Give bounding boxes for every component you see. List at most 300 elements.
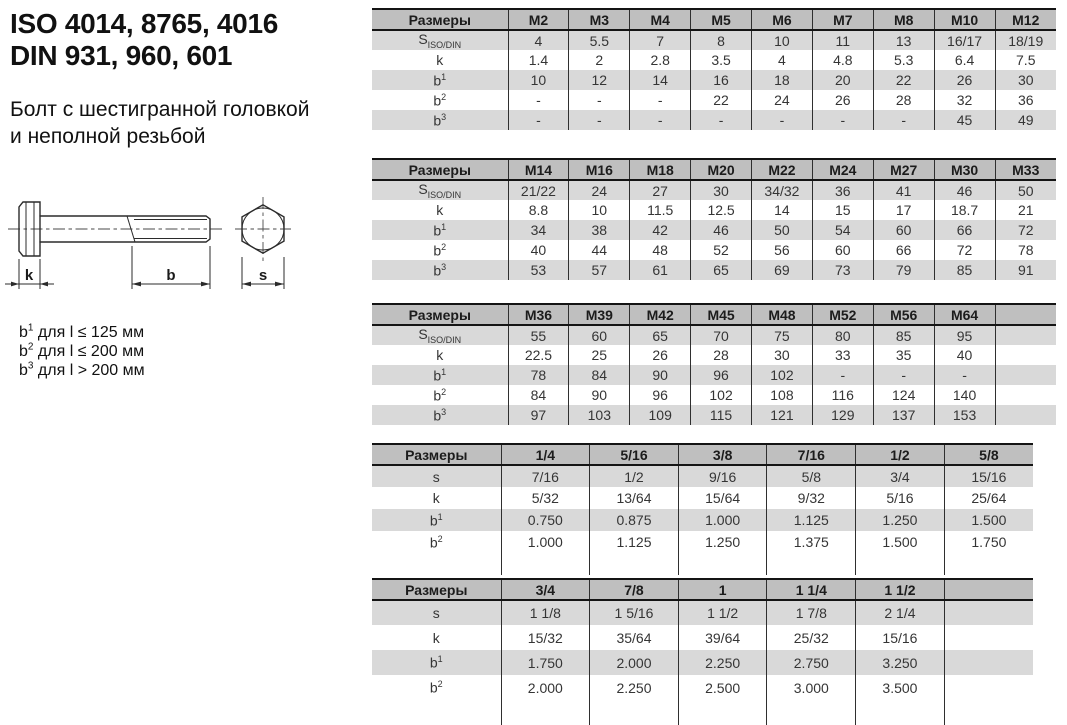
value-cell: 32 bbox=[934, 90, 995, 110]
value-cell: - bbox=[934, 365, 995, 385]
value-cell: 25/64 bbox=[944, 487, 1033, 509]
bolt-side-view bbox=[8, 202, 222, 256]
value-cell: 35/64 bbox=[590, 625, 679, 650]
value-cell: 70 bbox=[691, 325, 752, 345]
header-row bbox=[372, 9, 1056, 30]
size-column-header: M4 bbox=[630, 9, 691, 30]
table-row bbox=[372, 260, 1056, 280]
value-cell: 15/16 bbox=[944, 465, 1033, 487]
value-cell: 102 bbox=[752, 365, 813, 385]
value-cell: 55 bbox=[508, 325, 569, 345]
header-row bbox=[372, 304, 1056, 325]
value-cell: 57 bbox=[569, 260, 630, 280]
value-cell: 115 bbox=[691, 405, 752, 425]
table-inch-large bbox=[372, 578, 1033, 725]
stub-cell bbox=[767, 553, 856, 575]
size-column-header: M39 bbox=[569, 304, 630, 325]
value-cell: 69 bbox=[752, 260, 813, 280]
row-label: $b^2$ bbox=[433, 241, 447, 259]
value-cell: 15/16 bbox=[856, 625, 945, 650]
value-cell: 46 bbox=[934, 180, 995, 200]
value-cell: 1.125 bbox=[767, 509, 856, 531]
bolt-end-view bbox=[235, 197, 291, 261]
value-cell: - bbox=[873, 110, 934, 130]
stub-cell bbox=[944, 700, 1033, 725]
table-metric-m2-m12 bbox=[372, 8, 1056, 130]
value-cell: 8 bbox=[691, 30, 752, 50]
k-arrow-left bbox=[11, 282, 19, 287]
value-cell: 1 7/8 bbox=[767, 600, 856, 625]
value-cell: 53 bbox=[508, 260, 569, 280]
value-cell bbox=[944, 625, 1033, 650]
row-label: $b^1$ bbox=[433, 366, 447, 384]
size-column-header: 1 1/2 bbox=[856, 579, 945, 600]
value-cell: 14 bbox=[752, 200, 813, 220]
value-cell: 34/32 bbox=[752, 180, 813, 200]
size-column-header: 5/8 bbox=[944, 444, 1033, 465]
dimensions-header: Размеры bbox=[408, 306, 471, 323]
b-arrow-right bbox=[201, 282, 210, 287]
table-row bbox=[372, 509, 1033, 531]
value-cell: 84 bbox=[569, 365, 630, 385]
value-cell: 60 bbox=[873, 220, 934, 240]
value-cell: 72 bbox=[934, 240, 995, 260]
value-cell: 140 bbox=[934, 385, 995, 405]
value-cell bbox=[995, 325, 1056, 345]
value-cell: 11 bbox=[812, 30, 873, 50]
value-cell bbox=[944, 675, 1033, 700]
value-cell: 12.5 bbox=[691, 200, 752, 220]
value-cell: 10 bbox=[508, 70, 569, 90]
value-cell: - bbox=[812, 365, 873, 385]
value-cell: 1.000 bbox=[678, 509, 767, 531]
table-row bbox=[372, 365, 1056, 385]
table-metric-m14-m33 bbox=[372, 158, 1056, 280]
value-cell: - bbox=[630, 90, 691, 110]
value-cell bbox=[995, 365, 1056, 385]
value-cell: 97 bbox=[508, 405, 569, 425]
value-cell: 65 bbox=[691, 260, 752, 280]
size-column-header: 5/16 bbox=[590, 444, 679, 465]
size-column-header: M64 bbox=[934, 304, 995, 325]
value-cell: 41 bbox=[873, 180, 934, 200]
value-cell: 30 bbox=[691, 180, 752, 200]
value-cell: 28 bbox=[691, 345, 752, 365]
value-cell: 1/2 bbox=[590, 465, 679, 487]
table-row bbox=[372, 50, 1056, 70]
size-column-header: 1/4 bbox=[501, 444, 590, 465]
size-column-header: M20 bbox=[691, 159, 752, 180]
value-cell: 10 bbox=[569, 200, 630, 220]
value-cell: 5.5 bbox=[569, 30, 630, 50]
row-label: s bbox=[432, 605, 440, 621]
end-view-centerlines bbox=[235, 197, 291, 261]
row-label: $b^3$ bbox=[433, 111, 447, 129]
value-cell: 129 bbox=[812, 405, 873, 425]
value-cell: 44 bbox=[569, 240, 630, 260]
dimension-b bbox=[132, 246, 210, 289]
size-column-header: M18 bbox=[630, 159, 691, 180]
value-cell: 38 bbox=[569, 220, 630, 240]
value-cell: 22 bbox=[691, 90, 752, 110]
value-cell: 0.750 bbox=[501, 509, 590, 531]
value-cell: 2.250 bbox=[678, 650, 767, 675]
value-cell: 3/4 bbox=[856, 465, 945, 487]
value-cell: 22 bbox=[873, 70, 934, 90]
value-cell: 54 bbox=[812, 220, 873, 240]
stub-cell bbox=[501, 700, 590, 725]
size-column-header: M12 bbox=[995, 9, 1056, 30]
value-cell: 1 5/16 bbox=[590, 600, 679, 625]
row-label: $b^2$ bbox=[429, 533, 443, 551]
value-cell bbox=[944, 600, 1033, 625]
row-label: k bbox=[436, 202, 444, 218]
stub-cell bbox=[501, 553, 590, 575]
value-cell: 1.500 bbox=[856, 531, 945, 553]
value-cell: 1.4 bbox=[508, 50, 569, 70]
row-label: k bbox=[436, 347, 444, 363]
table-row bbox=[372, 110, 1056, 130]
value-cell: 50 bbox=[752, 220, 813, 240]
value-cell: 26 bbox=[812, 90, 873, 110]
table-row bbox=[372, 30, 1056, 50]
value-cell: 1.000 bbox=[501, 531, 590, 553]
value-cell: 2.500 bbox=[678, 675, 767, 700]
size-column-header: 3/8 bbox=[678, 444, 767, 465]
table-row bbox=[372, 405, 1056, 425]
value-cell: 25/32 bbox=[767, 625, 856, 650]
value-cell: 61 bbox=[630, 260, 691, 280]
value-cell: 52 bbox=[691, 240, 752, 260]
size-column-header: 3/4 bbox=[501, 579, 590, 600]
value-cell: - bbox=[630, 110, 691, 130]
table-row bbox=[372, 625, 1033, 650]
value-cell: 2.250 bbox=[590, 675, 679, 700]
value-cell: 1.250 bbox=[856, 509, 945, 531]
value-cell: 18/19 bbox=[995, 30, 1056, 50]
s-arrow-left bbox=[242, 282, 251, 287]
k-arrow-right bbox=[40, 282, 48, 287]
value-cell: - bbox=[812, 110, 873, 130]
size-column-header bbox=[944, 579, 1033, 600]
table-row bbox=[372, 90, 1056, 110]
value-cell: 22.5 bbox=[508, 345, 569, 365]
value-cell: 6.4 bbox=[934, 50, 995, 70]
value-cell: 10 bbox=[752, 30, 813, 50]
value-cell: 0.875 bbox=[590, 509, 679, 531]
table-row bbox=[372, 180, 1056, 200]
dimensions-header: Размеры bbox=[405, 581, 468, 598]
value-cell: 26 bbox=[630, 345, 691, 365]
value-cell: 79 bbox=[873, 260, 934, 280]
size-column-header: M10 bbox=[934, 9, 995, 30]
row-label: $S_{ISO/DIN}$ bbox=[418, 31, 462, 50]
value-cell: 35 bbox=[873, 345, 934, 365]
value-cell: 2 1/4 bbox=[856, 600, 945, 625]
stub-cell bbox=[678, 553, 767, 575]
row-label: $b^1$ bbox=[429, 654, 443, 671]
value-cell: 75 bbox=[752, 325, 813, 345]
value-cell: 2.8 bbox=[630, 50, 691, 70]
row-label: $b^1$ bbox=[429, 511, 443, 529]
value-cell: 1 1/8 bbox=[501, 600, 590, 625]
description-line-1: Болт с шестигранной головкой bbox=[10, 98, 310, 121]
value-cell: 1.750 bbox=[501, 650, 590, 675]
table-row bbox=[372, 531, 1033, 553]
value-cell: 60 bbox=[569, 325, 630, 345]
value-cell: 40 bbox=[508, 240, 569, 260]
size-column-header: M6 bbox=[752, 9, 813, 30]
value-cell bbox=[995, 385, 1056, 405]
value-cell: 12 bbox=[569, 70, 630, 90]
value-cell: 91 bbox=[995, 260, 1056, 280]
value-cell: 27 bbox=[630, 180, 691, 200]
value-cell: - bbox=[691, 110, 752, 130]
b-arrow-left bbox=[132, 282, 141, 287]
value-cell: 1.375 bbox=[767, 531, 856, 553]
size-column-header: M27 bbox=[873, 159, 934, 180]
value-cell: 16/17 bbox=[934, 30, 995, 50]
value-cell: 65 bbox=[630, 325, 691, 345]
value-cell: 9/16 bbox=[678, 465, 767, 487]
description-line-2: и неполной резьбой bbox=[10, 125, 206, 148]
size-column-header: M24 bbox=[812, 159, 873, 180]
value-cell: 16 bbox=[691, 70, 752, 90]
value-cell: 49 bbox=[995, 110, 1056, 130]
value-cell: 18 bbox=[752, 70, 813, 90]
value-cell: 4 bbox=[508, 30, 569, 50]
table-row bbox=[372, 465, 1033, 487]
value-cell: 9/32 bbox=[767, 487, 856, 509]
s-arrow-right bbox=[275, 282, 284, 287]
size-column-header: 1 1/4 bbox=[767, 579, 856, 600]
row-label: s bbox=[432, 468, 440, 485]
value-cell: 102 bbox=[691, 385, 752, 405]
dimensions-header: Размеры bbox=[408, 161, 471, 178]
value-cell: 3.000 bbox=[767, 675, 856, 700]
value-cell: 108 bbox=[752, 385, 813, 405]
stub-cell bbox=[856, 700, 945, 725]
row-label: $b^3$ bbox=[433, 406, 447, 424]
row-label: k bbox=[432, 629, 440, 646]
value-cell: 46 bbox=[691, 220, 752, 240]
size-column-header: M56 bbox=[873, 304, 934, 325]
value-cell: 13/64 bbox=[590, 487, 679, 509]
size-column-header: 1/2 bbox=[856, 444, 945, 465]
value-cell: 2.000 bbox=[501, 675, 590, 700]
value-cell: 2.750 bbox=[767, 650, 856, 675]
value-cell: 1.750 bbox=[944, 531, 1033, 553]
value-cell: 24 bbox=[752, 90, 813, 110]
value-cell: 11.5 bbox=[630, 200, 691, 220]
header-row bbox=[372, 159, 1056, 180]
value-cell bbox=[995, 405, 1056, 425]
value-cell: 5/16 bbox=[856, 487, 945, 509]
row-label: $S_{ISO/DIN}$ bbox=[418, 326, 462, 345]
value-cell: - bbox=[508, 90, 569, 110]
value-cell: 30 bbox=[752, 345, 813, 365]
value-cell: 30 bbox=[995, 70, 1056, 90]
size-column-header: M2 bbox=[508, 9, 569, 30]
s-label: s bbox=[258, 267, 268, 284]
size-column-header: M42 bbox=[630, 304, 691, 325]
table-row bbox=[372, 70, 1056, 90]
value-cell: 3.250 bbox=[856, 650, 945, 675]
size-column-header: M22 bbox=[752, 159, 813, 180]
table-row bbox=[372, 675, 1033, 700]
size-column-header: M48 bbox=[752, 304, 813, 325]
value-cell: - bbox=[873, 365, 934, 385]
value-cell: 66 bbox=[934, 220, 995, 240]
value-cell: 2.000 bbox=[590, 650, 679, 675]
row-label: $b^1$ bbox=[433, 221, 447, 239]
value-cell: 137 bbox=[873, 405, 934, 425]
size-column-header: 7/8 bbox=[590, 579, 679, 600]
value-cell: 95 bbox=[934, 325, 995, 345]
row-label: $b^2$ bbox=[429, 679, 443, 696]
k-label: k bbox=[24, 267, 34, 284]
value-cell: 15 bbox=[812, 200, 873, 220]
product-description bbox=[10, 96, 309, 150]
stub-cell bbox=[767, 700, 856, 725]
size-column-header: M7 bbox=[812, 9, 873, 30]
table-row bbox=[372, 325, 1056, 345]
value-cell: 85 bbox=[934, 260, 995, 280]
value-cell: 1.500 bbox=[944, 509, 1033, 531]
row-label: $b^2$ bbox=[433, 91, 447, 109]
value-cell: 34 bbox=[508, 220, 569, 240]
value-cell: 66 bbox=[873, 240, 934, 260]
value-cell: 48 bbox=[630, 240, 691, 260]
value-cell: 20 bbox=[812, 70, 873, 90]
value-cell: 85 bbox=[873, 325, 934, 345]
table-row bbox=[372, 240, 1056, 260]
value-cell: 26 bbox=[934, 70, 995, 90]
value-cell: - bbox=[508, 110, 569, 130]
size-column-header: M5 bbox=[691, 9, 752, 30]
size-column-header: M8 bbox=[873, 9, 934, 30]
value-cell: 153 bbox=[934, 405, 995, 425]
value-cell: 15/64 bbox=[678, 487, 767, 509]
size-column-header: M30 bbox=[934, 159, 995, 180]
value-cell: 80 bbox=[812, 325, 873, 345]
value-cell: 25 bbox=[569, 345, 630, 365]
size-column-header: M36 bbox=[508, 304, 569, 325]
size-column-header bbox=[995, 304, 1056, 325]
value-cell: 39/64 bbox=[678, 625, 767, 650]
value-cell: 109 bbox=[630, 405, 691, 425]
value-cell: 124 bbox=[873, 385, 934, 405]
value-cell: 1.125 bbox=[590, 531, 679, 553]
stub-cell bbox=[590, 553, 679, 575]
table-row bbox=[372, 487, 1033, 509]
value-cell: 17 bbox=[873, 200, 934, 220]
size-column-header: 1 bbox=[678, 579, 767, 600]
value-cell: 14 bbox=[630, 70, 691, 90]
stub-cell bbox=[678, 700, 767, 725]
b-label: b bbox=[166, 267, 176, 284]
header-row bbox=[372, 579, 1033, 600]
value-cell: 1 1/2 bbox=[678, 600, 767, 625]
size-column-header: M14 bbox=[508, 159, 569, 180]
header-row bbox=[372, 444, 1033, 465]
value-cell: 90 bbox=[569, 385, 630, 405]
value-cell: 45 bbox=[934, 110, 995, 130]
value-cell: 15/32 bbox=[501, 625, 590, 650]
size-column-header: M45 bbox=[691, 304, 752, 325]
table-row bbox=[372, 200, 1056, 220]
size-column-header: M33 bbox=[995, 159, 1056, 180]
value-cell bbox=[995, 345, 1056, 365]
size-column-header: M3 bbox=[569, 9, 630, 30]
value-cell: 5.3 bbox=[873, 50, 934, 70]
row-label: $b^1$ bbox=[433, 71, 447, 89]
dimensions-header: Размеры bbox=[408, 11, 471, 28]
table-metric-m36-m64 bbox=[372, 303, 1056, 425]
footnote: $b^2$ для l ≤ 200 мм bbox=[19, 341, 145, 360]
value-cell: - bbox=[569, 90, 630, 110]
size-column-header: M16 bbox=[569, 159, 630, 180]
value-cell: 1.250 bbox=[678, 531, 767, 553]
table-row bbox=[372, 385, 1056, 405]
value-cell: 21/22 bbox=[508, 180, 569, 200]
dimension-s bbox=[242, 257, 284, 289]
value-cell: 103 bbox=[569, 405, 630, 425]
value-cell: 5/8 bbox=[767, 465, 856, 487]
din-standards-line: DIN 931, 960, 601 bbox=[10, 40, 233, 71]
value-cell: 42 bbox=[630, 220, 691, 240]
row-label: $S_{ISO/DIN}$ bbox=[418, 181, 462, 200]
value-cell: 90 bbox=[630, 365, 691, 385]
dimension-k bbox=[5, 259, 54, 289]
value-cell: 4.8 bbox=[812, 50, 873, 70]
value-cell: 18.7 bbox=[934, 200, 995, 220]
stub-cell bbox=[372, 553, 501, 575]
row-label: $b^2$ bbox=[433, 386, 447, 404]
row-label: k bbox=[436, 52, 444, 68]
bolt-technical-drawing bbox=[0, 186, 330, 304]
value-cell: 116 bbox=[812, 385, 873, 405]
value-cell: 50 bbox=[995, 180, 1056, 200]
value-cell: 72 bbox=[995, 220, 1056, 240]
value-cell: 24 bbox=[569, 180, 630, 200]
footnotes bbox=[19, 323, 145, 380]
value-cell: 36 bbox=[995, 90, 1056, 110]
value-cell: 7/16 bbox=[501, 465, 590, 487]
table-bottom-stub bbox=[372, 553, 1033, 575]
table-bottom-stub bbox=[372, 700, 1033, 725]
value-cell: 33 bbox=[812, 345, 873, 365]
standards-title bbox=[10, 8, 278, 72]
dimensions-header: Размеры bbox=[405, 446, 468, 463]
value-cell: 56 bbox=[752, 240, 813, 260]
table-row bbox=[372, 345, 1056, 365]
value-cell: 2 bbox=[569, 50, 630, 70]
value-cell: 40 bbox=[934, 345, 995, 365]
value-cell: 73 bbox=[812, 260, 873, 280]
value-cell: 84 bbox=[508, 385, 569, 405]
value-cell: 96 bbox=[630, 385, 691, 405]
value-cell bbox=[944, 650, 1033, 675]
stub-cell bbox=[856, 553, 945, 575]
row-label: k bbox=[432, 490, 440, 506]
stub-cell bbox=[944, 553, 1033, 575]
size-column-header: 7/16 bbox=[767, 444, 856, 465]
table-row bbox=[372, 650, 1033, 675]
value-cell: 3.5 bbox=[691, 50, 752, 70]
value-cell: 96 bbox=[691, 365, 752, 385]
stub-cell bbox=[372, 700, 501, 725]
